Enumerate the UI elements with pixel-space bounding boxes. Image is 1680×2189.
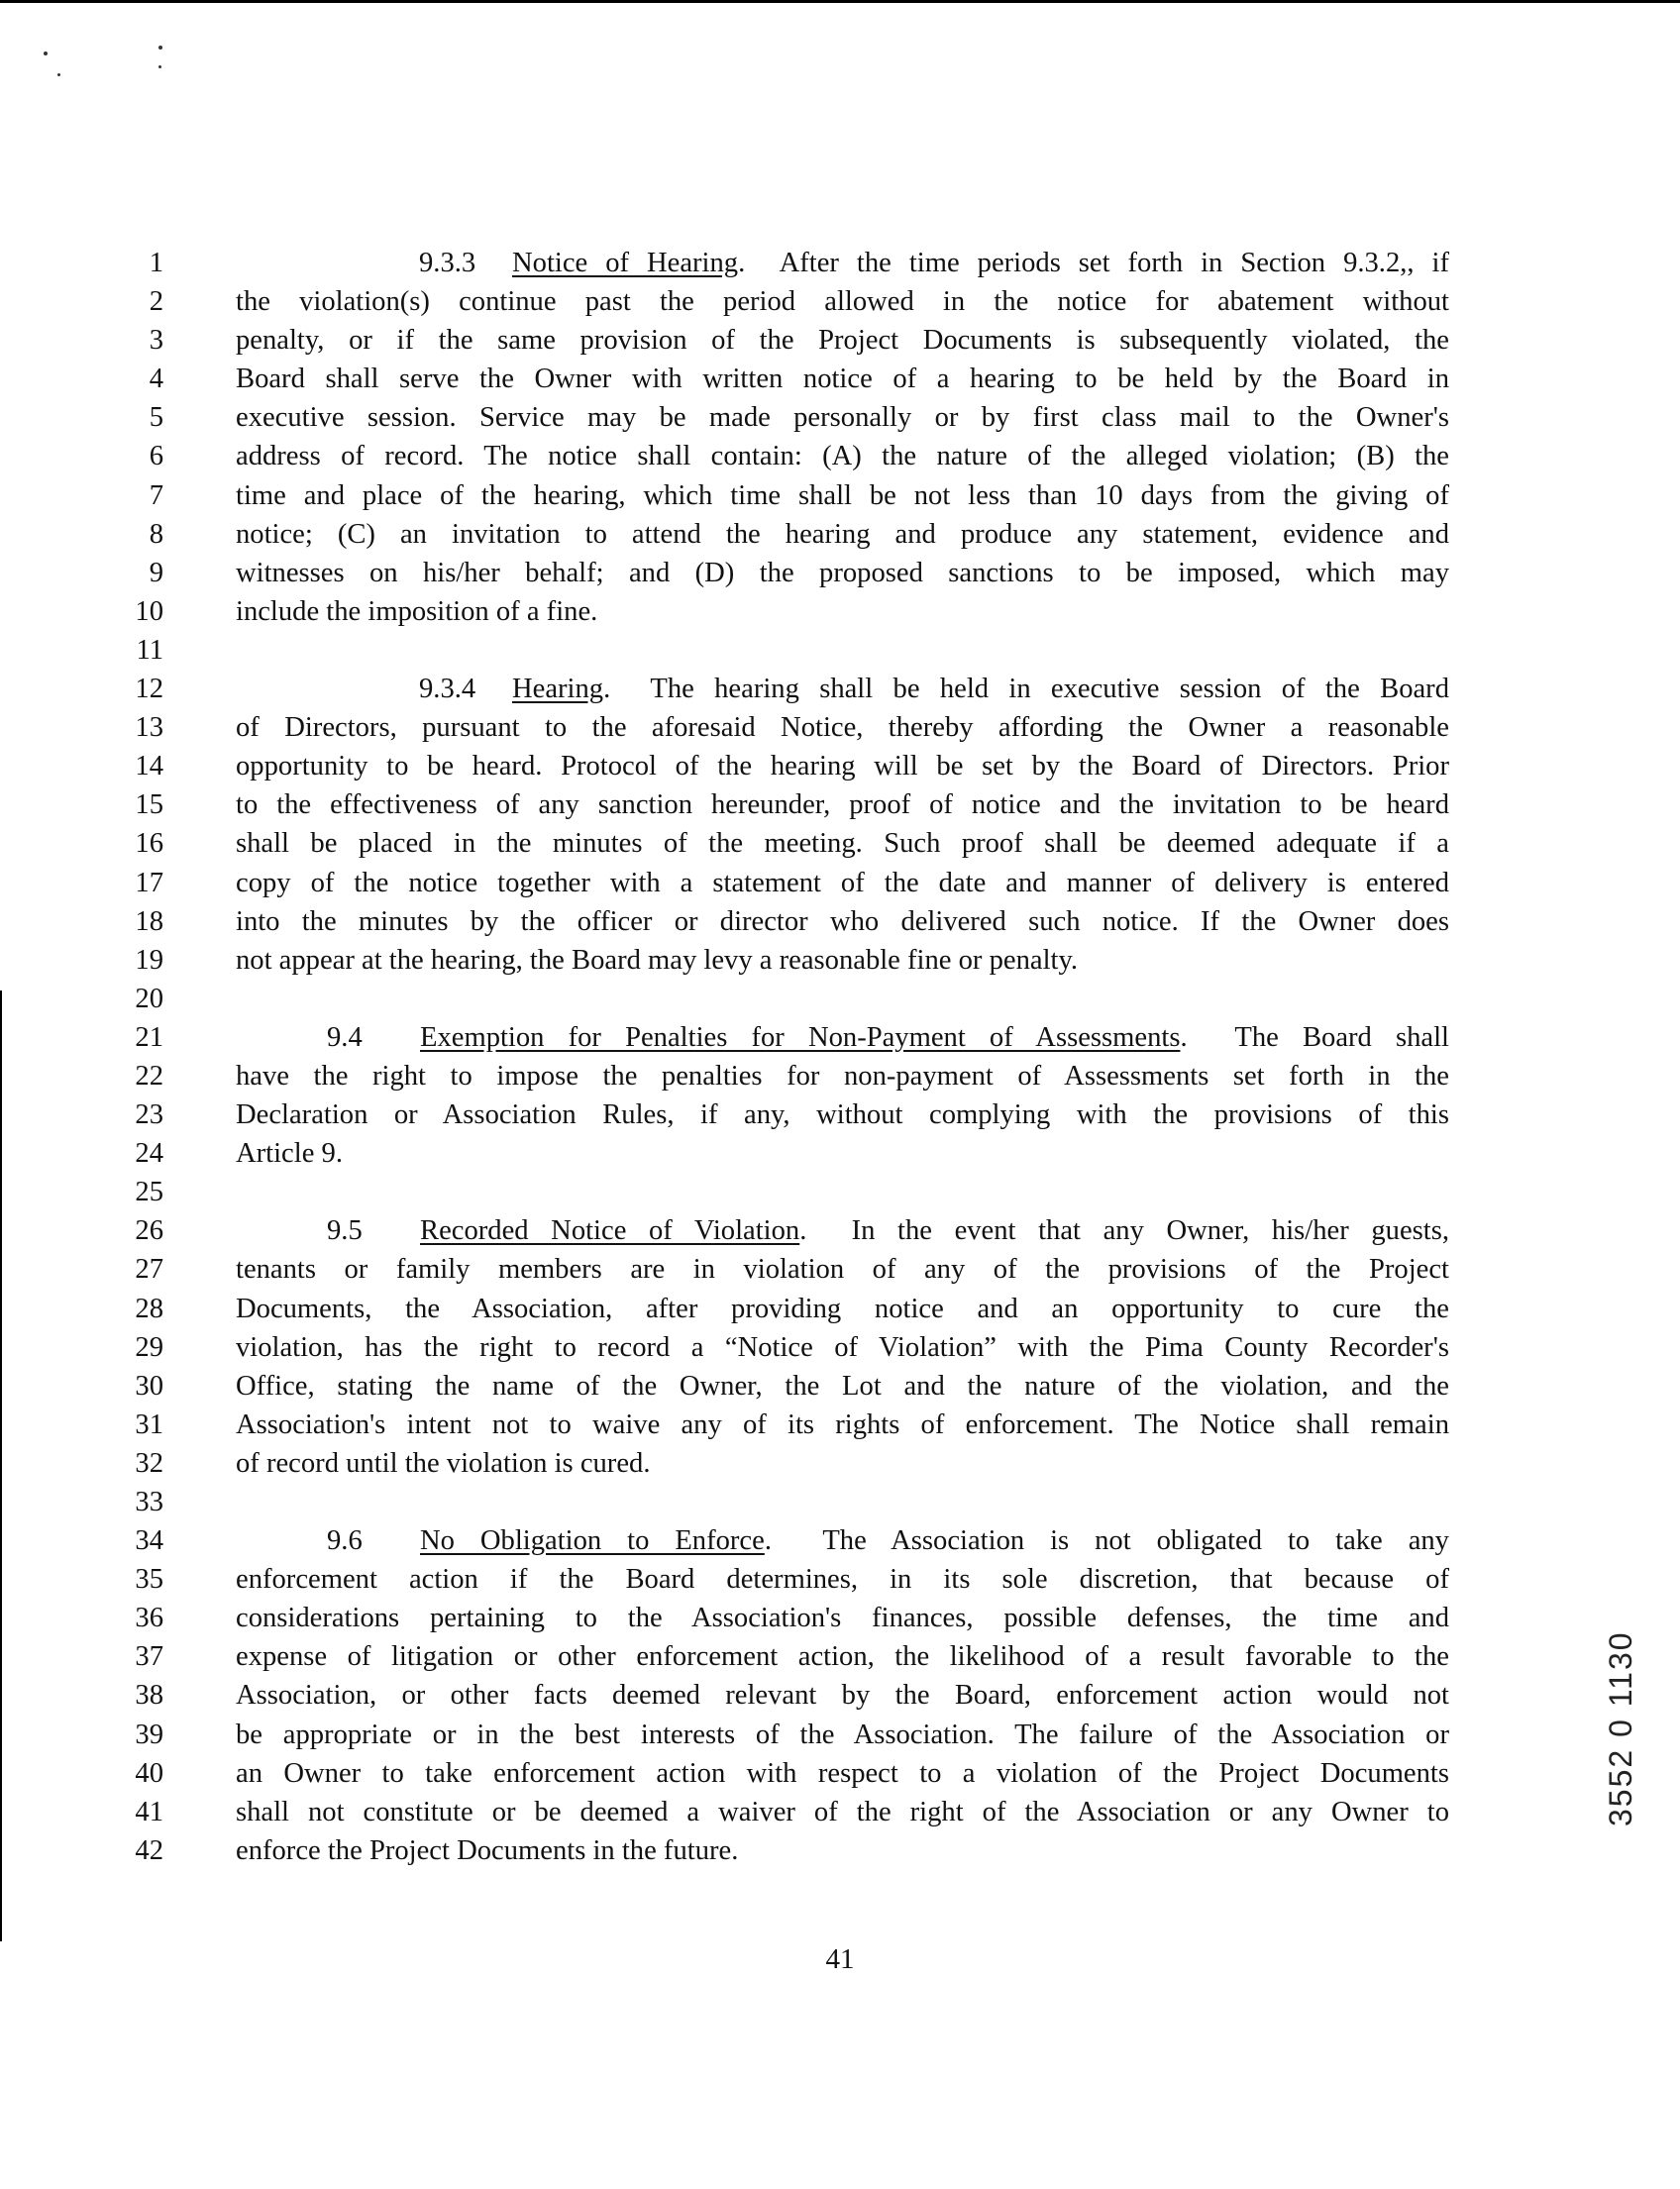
line-text: the violation(s) continue past the period allowed in the notice for abatement without [236, 286, 1449, 318]
section-number: 9.6 [327, 1525, 363, 1557]
section-heading: Hearing [512, 674, 604, 705]
line-text: opportunity to be heard. Protocol of the hearing will be set by the Board of Directors. Prior [236, 751, 1449, 782]
line-text: tenants or family members are in violation of any of the provisions of the Project [236, 1254, 1449, 1286]
line-text [236, 1521, 1449, 1560]
line-text: shall not constitute or be deemed a waiver of the right of the Association or any Owner to [236, 1796, 1449, 1827]
line-number: 29 [135, 1331, 163, 1363]
line-text: Article 9. [236, 1138, 343, 1170]
page-number: 41 [825, 1943, 855, 1975]
scan-speck [44, 52, 48, 55]
line-text: Declaration or Association Rules, if any, without complying with the provisions of this [236, 1099, 1449, 1131]
document-line [0, 592, 1680, 631]
section-number: 9.3.4 [419, 674, 476, 705]
line-text: witnesses on his/her behalf; and (D) the proposed sanctions to be imposed, which may [236, 557, 1449, 588]
section-number: 9.3.3 [419, 248, 476, 278]
document-line [0, 824, 1680, 863]
line-number: 25 [135, 1177, 163, 1208]
document-line [0, 282, 1680, 321]
line-number: 1 [149, 248, 163, 278]
line-number: 11 [136, 634, 163, 666]
document-line [0, 360, 1680, 398]
document-line [0, 515, 1680, 554]
document-line [0, 1290, 1680, 1328]
scan-speck [158, 46, 162, 50]
line-number: 18 [135, 905, 163, 937]
line-number: 26 [135, 1215, 163, 1247]
line-number: 21 [135, 1021, 163, 1053]
line-text: time and place of the hearing, which time shall be not less than 10 days from the giving of [236, 479, 1449, 511]
line-text [236, 244, 1449, 282]
document-line [0, 941, 1680, 980]
line-text: an Owner to take enforcement action with respect to a violation of the Project Documents [236, 1757, 1449, 1789]
line-number: 35 [135, 1564, 163, 1596]
line-number: 37 [135, 1641, 163, 1673]
section-lead-text: . The Board shall [1180, 1021, 1449, 1053]
section-lead-text: . In the event that any Owner, his/her guests, [799, 1215, 1449, 1247]
document-line [0, 321, 1680, 360]
line-text: include the imposition of a fine. [236, 595, 598, 627]
line-text: penalty, or if the same provision of the Project Documents is subsequently violated, the [236, 325, 1449, 357]
line-number: 24 [135, 1138, 163, 1170]
document-line [0, 747, 1680, 785]
document-line [0, 1367, 1680, 1406]
document-line [0, 1793, 1680, 1831]
document-line [0, 244, 1680, 282]
document-line [0, 864, 1680, 902]
line-number: 23 [135, 1099, 163, 1131]
document-line [0, 1444, 1680, 1483]
document-line [0, 1018, 1680, 1057]
document-page [0, 244, 1680, 1870]
line-text: Association's intent not to waive any of its rights of enforcement. The Notice shall remain [236, 1408, 1449, 1440]
line-text: be appropriate or in the best interests of the Association. The failure of the Association or [236, 1719, 1449, 1750]
document-line [0, 1599, 1680, 1637]
document-line [0, 1676, 1680, 1715]
line-number: 9 [149, 557, 163, 588]
line-text: enforcement action if the Board determines, in its sole discretion, that because of [236, 1564, 1449, 1596]
line-text: notice; (C) an invitation to attend the hearing and produce any statement, evidence and [236, 518, 1449, 550]
document-line [0, 1754, 1680, 1793]
line-number: 15 [135, 789, 163, 821]
line-text: address of record. The notice shall contain: (A) the nature of the alleged violation; (B) the [236, 441, 1449, 472]
line-number: 2 [149, 286, 163, 318]
line-number: 27 [135, 1254, 163, 1286]
document-line [0, 1831, 1680, 1870]
line-text: copy of the notice together with a statement of the date and manner of delivery is entered [236, 867, 1449, 898]
line-text: Documents, the Association, after providing notice and an opportunity to cure the [236, 1293, 1449, 1324]
section-heading: Recorded Notice of Violation [420, 1215, 800, 1247]
line-text: violation, has the right to record a “Notice of Violation” with the Pima County Recorder's [236, 1331, 1449, 1363]
line-number: 12 [135, 674, 163, 705]
line-number: 30 [135, 1370, 163, 1402]
line-number: 20 [135, 983, 163, 1014]
line-number: 4 [149, 364, 163, 395]
section-lead-text: . The Association is not obligated to take any [764, 1525, 1449, 1557]
section-heading: Notice of Hearing [512, 248, 739, 278]
line-text: have the right to impose the penalties for non-payment of Assessments set forth in the [236, 1060, 1449, 1092]
line-number: 14 [135, 751, 163, 782]
line-text [236, 1211, 1449, 1250]
line-number: 42 [135, 1834, 163, 1866]
document-line [0, 398, 1680, 437]
line-number: 32 [135, 1447, 163, 1479]
line-number: 22 [135, 1060, 163, 1092]
document-line [0, 1211, 1680, 1250]
document-line [0, 1637, 1680, 1676]
section-number: 9.5 [327, 1215, 363, 1247]
document-line [0, 1521, 1680, 1560]
line-number: 8 [149, 518, 163, 550]
document-line [0, 1095, 1680, 1134]
scan-speck [57, 73, 60, 76]
document-line [0, 1406, 1680, 1444]
document-line [0, 670, 1680, 708]
line-number: 36 [135, 1603, 163, 1634]
line-text: shall be placed in the minutes of the meeting. Such proof shall be deemed adequate if a [236, 828, 1449, 860]
section-heading: Exemption for Penalties for Non-Payment of Assessments [420, 1021, 1181, 1053]
document-line [0, 437, 1680, 475]
section-number: 9.4 [327, 1021, 363, 1053]
document-line [0, 1057, 1680, 1095]
top-border-line [0, 0, 1680, 3]
section-lead-text: . The hearing shall be held in executive session of the Board [603, 674, 1449, 705]
section-lead-text: . After the time periods set forth in Section 9.3.2,, if [738, 248, 1449, 278]
line-number: 40 [135, 1757, 163, 1789]
line-text: considerations pertaining to the Association's finances, possible defenses, the time and [236, 1603, 1449, 1634]
line-number: 34 [135, 1525, 163, 1557]
line-text: Office, stating the name of the Owner, the Lot and the nature of the violation, and the [236, 1370, 1449, 1402]
line-number: 38 [135, 1680, 163, 1712]
line-number: 33 [135, 1487, 163, 1517]
document-line [0, 554, 1680, 592]
scan-speck [158, 65, 161, 68]
line-text: of Directors, pursuant to the aforesaid Notice, thereby affording the Owner a reasonable [236, 712, 1449, 744]
document-line [0, 1134, 1680, 1173]
line-text: not appear at the hearing, the Board may levy a reasonable fine or penalty. [236, 944, 1079, 976]
document-line [0, 980, 1680, 1018]
document-line [0, 708, 1680, 747]
line-number: 39 [135, 1719, 163, 1750]
line-number: 19 [135, 944, 163, 976]
section-heading: No Obligation to Enforce [420, 1525, 765, 1557]
line-text: executive session. Service may be made personally or by first class mail to the Owner's [236, 402, 1449, 434]
line-number: 16 [135, 828, 163, 860]
document-line [0, 1328, 1680, 1367]
line-text: of record until the violation is cured. [236, 1447, 651, 1479]
line-text: expense of litigation or other enforcement action, the likelihood of a result favorable to the [236, 1641, 1449, 1673]
document-line [0, 902, 1680, 941]
document-line [0, 1250, 1680, 1289]
line-number: 7 [149, 479, 163, 511]
line-text [236, 670, 1449, 708]
line-number: 6 [149, 441, 163, 472]
document-line [0, 785, 1680, 824]
line-number: 5 [149, 402, 163, 434]
line-number: 17 [135, 867, 163, 898]
document-line [0, 1173, 1680, 1211]
document-line [0, 1483, 1680, 1521]
line-text: Association, or other facts deemed relevant by the Board, enforcement action would not [236, 1680, 1449, 1712]
recording-stamp-number: 3552 0 1130 [1603, 1630, 1638, 1826]
line-number: 13 [135, 712, 163, 744]
line-number: 41 [135, 1796, 163, 1827]
document-line [0, 1560, 1680, 1599]
document-line [0, 476, 1680, 515]
line-text [236, 1018, 1449, 1057]
line-text: to the effectiveness of any sanction hereunder, proof of notice and the invitation to be heard [236, 789, 1449, 821]
line-number: 10 [135, 595, 163, 627]
line-number: 31 [135, 1408, 163, 1440]
line-text: Board shall serve the Owner with written notice of a hearing to be held by the Board in [236, 364, 1449, 395]
document-line [0, 631, 1680, 670]
line-number: 28 [135, 1293, 163, 1324]
line-text: enforce the Project Documents in the future. [236, 1834, 739, 1866]
document-line [0, 1716, 1680, 1754]
line-text: into the minutes by the officer or director who delivered such notice. If the Owner does [236, 905, 1449, 937]
line-number: 3 [149, 325, 163, 357]
